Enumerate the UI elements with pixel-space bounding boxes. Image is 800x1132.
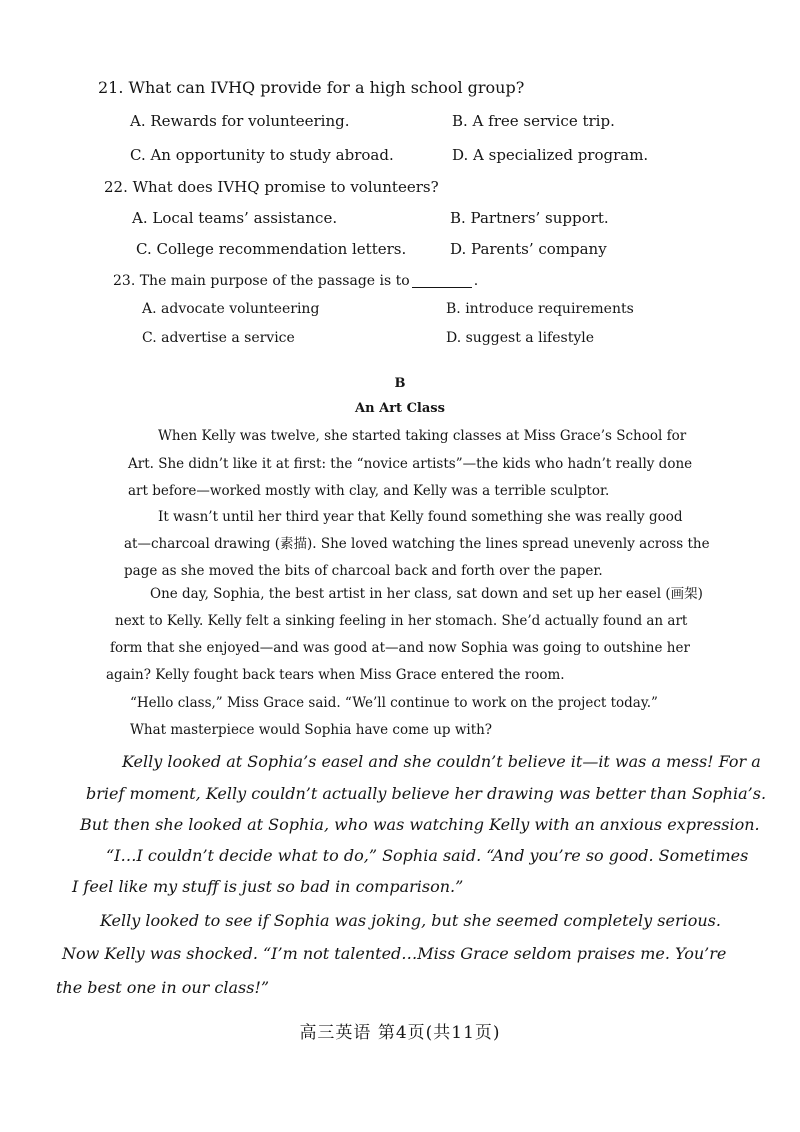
passage-line: next to Kelly. Kelly felt a sinking feeling in her stomach. She’d actually found an art — [115, 613, 688, 629]
question-23-option-d[interactable]: D. suggest a lifestyle — [446, 330, 594, 346]
passage-line: brief moment, Kelly couldn’t actually believe her drawing was better than Sophia’s. — [86, 784, 767, 803]
passage-line: It wasn’t until her third year that Kelly found something she was really good — [158, 509, 683, 525]
question-22-option-a[interactable]: A. Local teams’ assistance. — [132, 209, 338, 227]
section-letter: B — [394, 376, 406, 391]
passage-line: page as she moved the bits of charcoal back and forth over the paper. — [124, 563, 603, 579]
question-23-stem-text: 23. The main purpose of the passage is to — [113, 273, 410, 289]
passage-line: art before—worked mostly with clay, and Kelly was a terrible sculptor. — [128, 483, 610, 499]
question-22-option-b[interactable]: B. Partners’ support. — [450, 209, 609, 227]
question-21-option-a[interactable]: A. Rewards for volunteering. — [130, 112, 350, 130]
question-23-option-b[interactable]: B. introduce requirements — [446, 301, 634, 317]
section-title: An Art Class — [355, 401, 445, 416]
question-21-option-b[interactable]: B. A free service trip. — [452, 112, 615, 130]
passage-line: Kelly looked to see if Sophia was joking, but she seemed completely serious. — [100, 911, 721, 930]
passage-line: “Hello class,” Miss Grace said. “We’ll continue to work on the project today.” — [130, 695, 658, 711]
passage-line: “I…I couldn’t decide what to do,” Sophia said. “And you’re so good. Sometimes — [106, 846, 749, 865]
passage-line: Now Kelly was shocked. “I’m not talented…Miss Grace seldom praises me. You’re — [62, 944, 727, 963]
question-22-option-d[interactable]: D. Parents’ company — [450, 240, 607, 258]
passage-line: form that she enjoyed—and was good at—and now Sophia was going to outshine her — [110, 640, 690, 656]
question-23-stem — [113, 273, 478, 288]
passage-line: again? Kelly fought back tears when Miss Grace entered the room. — [106, 667, 565, 683]
question-22-stem: 22. What does IVHQ promise to volunteers? — [104, 178, 439, 196]
passage-line: One day, Sophia, the best artist in her class, sat down and set up her easel (画架) — [150, 586, 703, 602]
passage-line: Kelly looked at Sophia’s easel and she couldn’t believe it—it was a mess! For a — [122, 752, 761, 771]
question-23-stem-end: . — [473, 273, 479, 289]
question-22-option-c[interactable]: C. College recommendation letters. — [136, 240, 407, 258]
passage-line: When Kelly was twelve, she started taking classes at Miss Grace’s School for — [158, 428, 687, 444]
passage-line: What masterpiece would Sophia have come up with? — [130, 722, 493, 738]
question-21-option-d[interactable]: D. A specialized program. — [452, 146, 649, 164]
answer-blank[interactable] — [412, 273, 472, 288]
passage-line: the best one in our class!” — [56, 978, 270, 997]
page-footer: 高三英语 第4页(共11页) — [299, 1023, 501, 1043]
question-23-option-c[interactable]: C. advertise a service — [142, 330, 295, 346]
passage-line: Art. She didn’t like it at first: the “novice artists”—the kids who hadn’t really done — [128, 456, 693, 472]
passage-line: I feel like my stuff is just so bad in comparison.” — [72, 877, 464, 896]
passage-line: But then she looked at Sophia, who was watching Kelly with an anxious expression. — [80, 815, 760, 834]
question-23-option-a[interactable]: A. advocate volunteering — [142, 301, 320, 317]
passage-line: at—charcoal drawing (素描). She loved watching the lines spread unevenly across the — [124, 536, 710, 552]
question-21-option-c[interactable]: C. An opportunity to study abroad. — [130, 146, 394, 164]
question-21-stem: 21. What can IVHQ provide for a high school group? — [98, 78, 525, 97]
